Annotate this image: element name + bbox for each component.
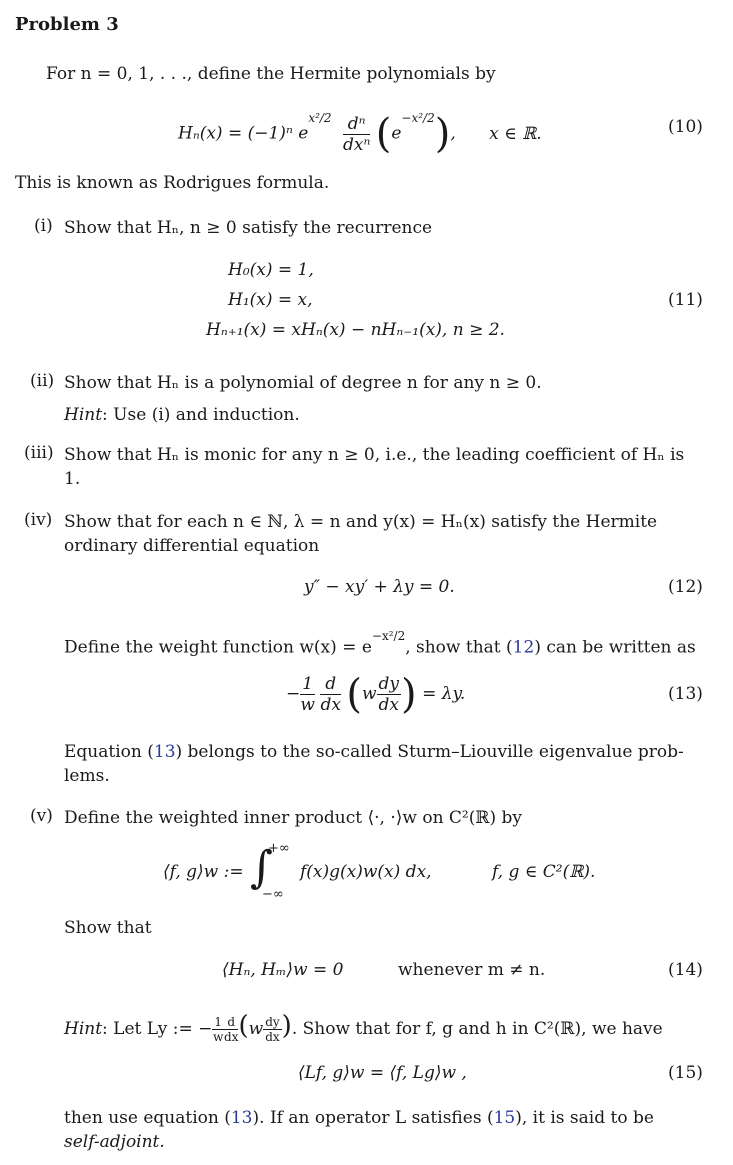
recurrence-line-3: Hₙ₊₁(x) = xHₙ(x) − nHₙ₋₁(x), n ≥ 2. (206, 320, 505, 340)
final-line-2: self-adjoint. (64, 1132, 165, 1152)
item-iv-line-2: ordinary differential equation (64, 536, 320, 556)
equation-10: Hₙ(x) = (−1)ⁿ $e^{x^2/2}$ $\frac{\text{dⁿ}}{\text{dxⁿ}}$ $(e^{-x^2/2})$, x ∈ ℝ. (178, 111, 542, 158)
integral-lower-limit: −∞ (262, 887, 284, 902)
inner-product-domain: f, g ∈ C²(ℝ). (492, 862, 596, 882)
equation-13: − $\frac{1}{w}$ $\frac{d}{dx}$ (w $\frac{dy}{dx}$ ) = λy. (286, 671, 466, 718)
item-iii-line-2: 1. (64, 469, 81, 489)
sturm-liouville-line-2: lems. (64, 766, 110, 786)
eq13-frac-3: $\frac{dy}{dx}$ (378, 674, 400, 715)
item-i-text: Show that Hₙ, n ≥ 0 satisfy the recurrence (64, 218, 433, 238)
eq13-frac-1: $\frac{1}{w}$ (300, 674, 315, 715)
item-iii-line-1: Show that Hₙ is monic for any n ≥ 0, i.e., the leading coefficient of Hₙ is (64, 445, 685, 465)
integral-sign: ∫ (250, 842, 273, 893)
eq10-domain: x ∈ ℝ. (489, 123, 542, 144)
equation-12: y″ − xy′ + λy = 0. (304, 577, 455, 597)
item-v-text: Define the weighted inner product ⟨·, ·⟩w on C²(ℝ) by (64, 808, 523, 828)
eq10-derivative: $\frac{\text{dⁿ}}{\text{dxⁿ}}$ (342, 113, 371, 155)
sturm-liouville-line-1: Equation (13) belongs to the so-called Sturm–Liouville eigenvalue prob- (64, 742, 684, 762)
final-line-1: then use equation (13). If an operator L satisfies (15), it is said to be (64, 1108, 654, 1128)
eq13-number: (13) (668, 684, 703, 704)
item-i-label: (i) (34, 216, 53, 236)
eq13-frac-2: $\frac{d}{dx}$ (320, 674, 341, 715)
equation-14-lhs: ⟨Hₙ, Hₘ⟩w = 0 (222, 960, 344, 980)
item-ii-text: Show that Hₙ is a polynomial of degree n for any n ≥ 0. (64, 373, 542, 393)
eq10-exp1: x²/2 (308, 111, 332, 125)
ref-eq-13[interactable]: 13 (153, 742, 176, 762)
inner-product-lhs: ⟨f, g⟩w := (163, 862, 244, 882)
weight-function-text: Define the weight function $w(x) = e^{-x^2/2}$, show that (12) can be written as (64, 629, 696, 658)
eq10-lhs: Hₙ(x) = (−1)ⁿ e (178, 123, 309, 144)
equation-14-rhs: whenever m ≠ n. (398, 960, 546, 980)
equation-15: ⟨Lf, g⟩w = ⟨f, Lg⟩w , (298, 1063, 467, 1083)
inner-product-integrand: f(x)g(x)w(x) dx, (300, 862, 432, 882)
item-iv-label: (iv) (24, 510, 53, 530)
integral-upper-limit: +∞ (268, 841, 290, 856)
problem-title: Problem 3 (15, 14, 119, 35)
rodrigues-text: This is known as Rodrigues formula. (15, 173, 330, 193)
recurrence-line-2: H₁(x) = x, (228, 290, 313, 310)
item-v-label: (v) (30, 806, 53, 826)
item-iv-line-1: Show that for each n ∈ ℕ, λ = n and y(x) = Hₙ(x) satisfy the Hermite (64, 512, 658, 532)
eq14-number: (14) (668, 960, 703, 980)
intro-text: For n = 0, 1, . . ., define the Hermite polynomials by (46, 64, 496, 84)
item-ii-hint: Hint: Use (i) and induction. (64, 405, 300, 425)
eq15-number: (15) (668, 1063, 703, 1083)
item-v-hint: Hint: Let Ly := − $\frac{1}{w}$ $\frac{d}{dx}$ (w $\frac{dy}{dx}$ ). Show that for f, g and h in C²(ℝ), we have (64, 1011, 663, 1044)
eq11-number: (11) (668, 290, 703, 310)
ref-eq-12[interactable]: 12 (512, 637, 535, 658)
ref-eq-15[interactable]: 15 (493, 1108, 516, 1128)
eq10-exp2: −x²/2 (401, 111, 435, 125)
eq10-number: (10) (668, 117, 703, 137)
show-that-text: Show that (64, 918, 152, 938)
item-iii-label: (iii) (24, 443, 54, 463)
recurrence-line-1: H₀(x) = 1, (228, 260, 314, 280)
eq12-number: (12) (668, 577, 703, 597)
eq10-paren-body: e (391, 123, 402, 144)
ref-eq-13-final[interactable]: 13 (230, 1108, 253, 1128)
item-ii-label: (ii) (30, 371, 55, 391)
